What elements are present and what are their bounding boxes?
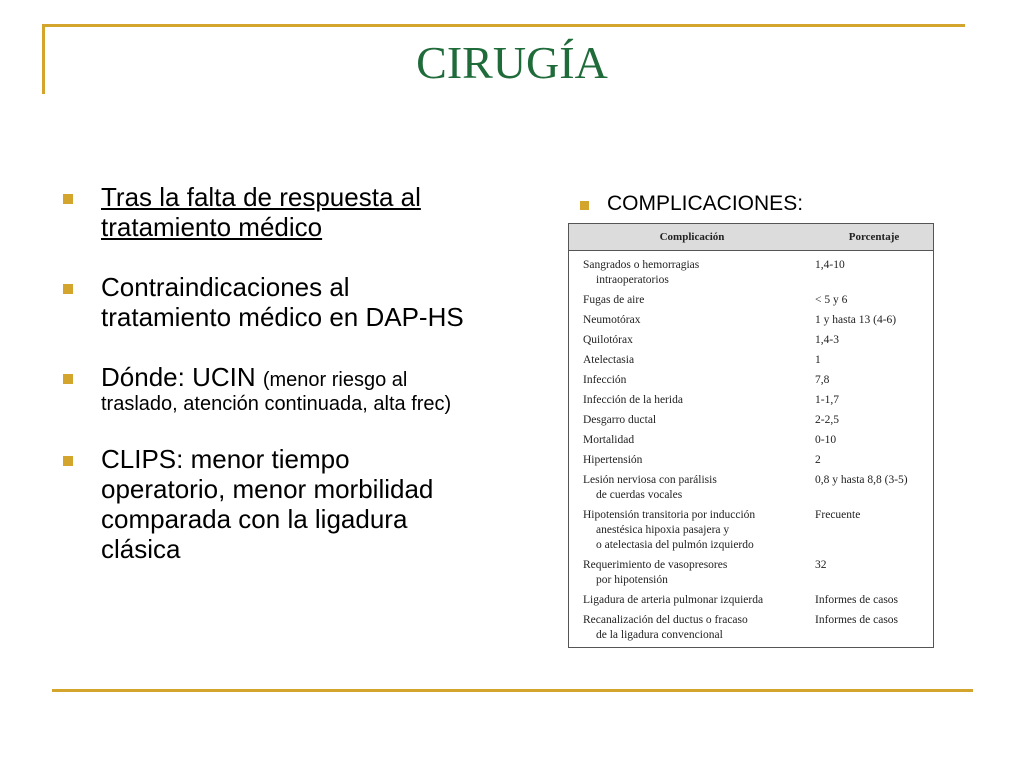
percentage-cell: 1 <box>815 354 821 366</box>
table-row <box>569 453 933 468</box>
complication-cell <box>583 413 815 428</box>
complication-cell <box>583 393 815 408</box>
complication-cell <box>583 558 815 588</box>
complication-line: Mortalidad <box>583 434 635 446</box>
complication-line: Infección de la herida <box>583 394 683 406</box>
complication-line: Hipotensión transitoria por inducción <box>583 509 756 521</box>
frame-bottom-line <box>52 689 973 692</box>
complication-line: Neumotórax <box>583 314 641 326</box>
frame-top-line <box>42 24 965 27</box>
complication-cell <box>583 313 815 328</box>
percentage-cell: 1,4-3 <box>815 334 839 346</box>
bullet-text <box>101 362 478 416</box>
complication-line: de cuerdas vocales <box>596 489 683 501</box>
percentage-cell: 32 <box>815 559 827 571</box>
complication-line: Ligadura de arteria pulmonar izquierda <box>583 594 764 606</box>
percentage-cell: Informes de casos <box>815 594 899 606</box>
bullet-square-icon <box>63 374 73 384</box>
complication-cell <box>583 453 815 468</box>
complication-cell <box>583 508 815 553</box>
complication-line: Quilotórax <box>583 334 633 346</box>
percentage-cell: 0-10 <box>815 434 837 446</box>
complications-heading <box>580 192 803 216</box>
table-row <box>569 433 933 448</box>
complication-line: Desgarro ductal <box>583 414 657 426</box>
complication-cell <box>583 333 815 348</box>
percentage-cell: Frecuente <box>815 509 861 521</box>
percentage-cell: 0,8 y hasta 8,8 (3-5) <box>815 474 908 486</box>
bullet-square-icon <box>580 201 589 210</box>
complication-line: Requerimiento de vasopresores <box>583 559 728 571</box>
bullet-text: Tras la falta de respuesta al tratamiento médico <box>101 182 421 242</box>
table-row <box>569 508 933 553</box>
complication-line: por hipotensión <box>596 574 668 586</box>
complication-cell <box>583 433 815 448</box>
complication-line: Fugas de aire <box>583 294 645 306</box>
table-row <box>569 313 933 328</box>
complication-line: Sangrados o hemorragias <box>583 259 700 271</box>
bullet-square-icon <box>63 456 73 466</box>
percentage-cell: < 5 y 6 <box>815 294 848 306</box>
table-row <box>569 413 933 428</box>
bullet-item <box>58 444 478 564</box>
complications-table <box>568 223 934 648</box>
complication-cell <box>583 373 815 388</box>
table-row <box>569 393 933 408</box>
column-header-complication: Complicación <box>659 231 725 243</box>
complication-line: o atelectasia del pulmón izquierdo <box>596 539 754 551</box>
percentage-cell: 2-2,5 <box>815 414 839 426</box>
percentage-cell: 1 y hasta 13 (4-6) <box>815 314 897 326</box>
percentage-cell: 1,4-10 <box>815 259 845 271</box>
bullet-list <box>58 182 478 586</box>
table-body <box>569 251 933 643</box>
table-row <box>569 613 933 643</box>
complication-line: Atelectasia <box>583 354 635 366</box>
table-header <box>569 224 933 251</box>
bullet-text: Contraindicaciones al tratamiento médico en DAP-HS <box>101 272 464 332</box>
complication-cell <box>583 258 815 288</box>
percentage-cell: 1-1,7 <box>815 394 839 406</box>
percentage-cell: Informes de casos <box>815 614 899 626</box>
complication-line: Hipertensión <box>583 454 643 466</box>
column-header-percentage: Porcentaje <box>848 231 900 243</box>
table-row <box>569 593 933 608</box>
bullet-main-text: Dónde: UCIN <box>101 362 263 392</box>
complication-cell <box>583 593 815 608</box>
percentage-cell: 2 <box>815 454 821 466</box>
complication-line: Recanalización del ductus o fracaso <box>583 614 748 626</box>
percentage-cell: 7,8 <box>815 374 830 386</box>
bullet-item <box>58 272 478 332</box>
table-row <box>569 558 933 588</box>
complication-cell <box>583 613 815 643</box>
table-row <box>569 293 933 308</box>
bullet-item <box>58 182 478 242</box>
table-row <box>569 258 933 288</box>
complication-cell <box>583 353 815 368</box>
slide-title: CIRUGÍA <box>416 37 608 88</box>
complication-line: Infección <box>583 374 627 386</box>
complications-heading-text: COMPLICACIONES: <box>607 192 804 215</box>
bullet-detail-text: (menor riesgo al traslado, atención continuada, alta frec) <box>101 369 452 415</box>
bullet-square-icon <box>63 194 73 204</box>
complication-line: Lesión nerviosa con parálisis <box>583 474 717 486</box>
complication-line: de la ligadura convencional <box>596 629 723 641</box>
complication-line: anestésica hipoxia pasajera y <box>596 524 730 536</box>
complication-line: intraoperatorios <box>596 274 669 286</box>
bullet-square-icon <box>63 284 73 294</box>
table-row <box>569 373 933 388</box>
table-row <box>569 333 933 348</box>
bullet-text: CLIPS: menor tiempo operatorio, menor morbilidad comparada con la ligadura clásica <box>101 444 434 564</box>
complication-cell <box>583 293 815 308</box>
table-row <box>569 473 933 503</box>
table-row <box>569 353 933 368</box>
bullet-item <box>58 362 478 416</box>
complication-cell <box>583 473 815 503</box>
